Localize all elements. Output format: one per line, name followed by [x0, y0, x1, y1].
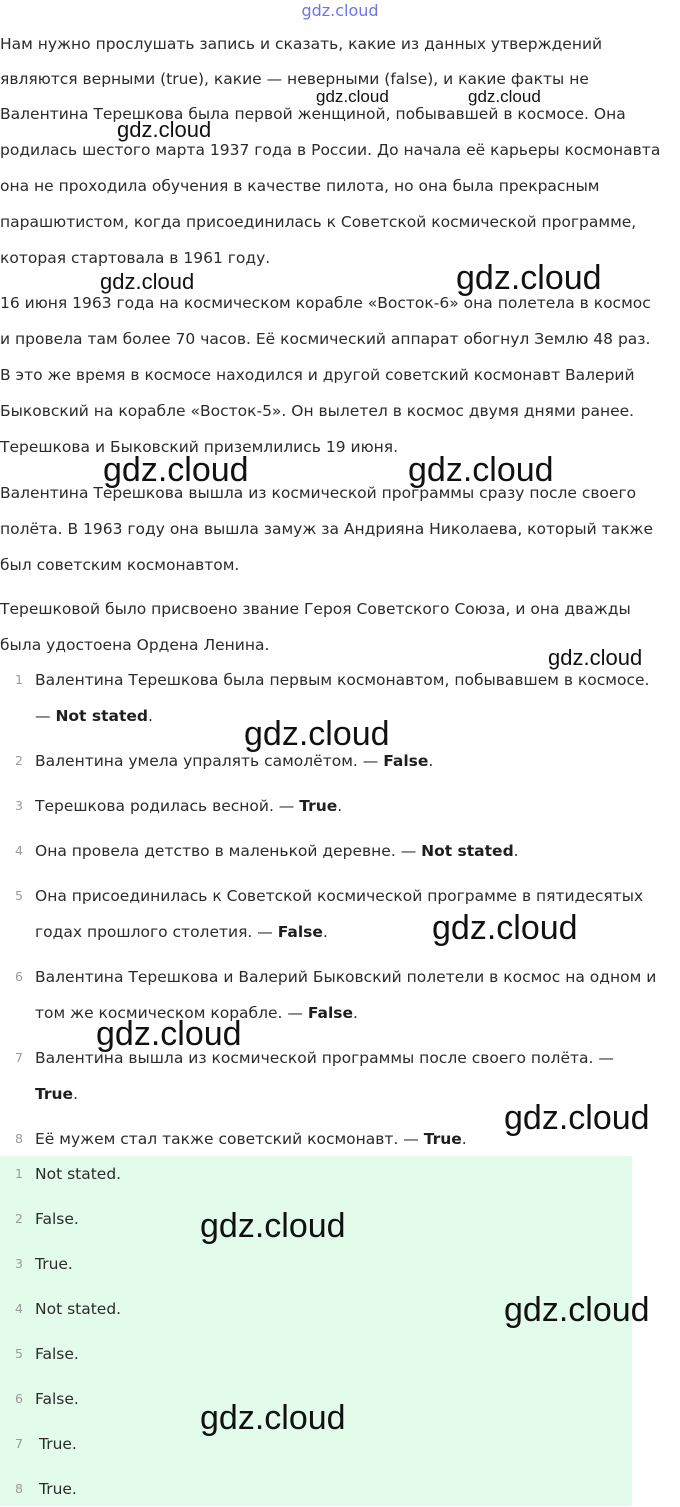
intro-line-1: Нам нужно прослушать запись и сказать, какие из данных утверждений [0, 35, 603, 53]
answer-text: True. [39, 1435, 77, 1453]
watermark: gdz.cloud [100, 269, 195, 294]
answer-number: 1 [15, 1166, 23, 1181]
p2-line-3: она не проходила обучения в качестве пилота, но она была прекрасным [0, 177, 600, 195]
question-number: 8 [15, 1131, 23, 1146]
question-number: 3 [15, 798, 23, 813]
question-tail: . [322, 923, 328, 941]
question-text: Терешкова родилась весной. — [35, 797, 300, 815]
answer-text: True. [35, 1255, 73, 1273]
question-number: 1 [15, 672, 23, 687]
p3-line-5: Терешкова и Быковский приземлились 19 июня. [0, 438, 398, 456]
question-text-cont: том же космическом корабле. — [35, 1004, 308, 1022]
p5-line-2: была удостоена Ордена Ленина. [0, 636, 270, 654]
question-tail: . [428, 752, 434, 770]
watermark: gdz.cloud [468, 87, 541, 106]
question-verdict: Not stated [55, 707, 148, 725]
watermark: gdz.cloud [504, 1291, 650, 1329]
question-verdict: False [277, 923, 323, 941]
p3-line-2: и провела там более 70 часов. Её космический аппарат обогнул Землю 48 раз. [0, 330, 651, 348]
answer-text: False. [35, 1390, 79, 1408]
answer-text: False. [35, 1210, 79, 1228]
question-text: Она провела детство в маленькой деревне. — [35, 842, 422, 860]
question-verdict: True [423, 1130, 462, 1148]
question-tail: . [461, 1130, 467, 1148]
question-tail: . [73, 1085, 78, 1103]
p4-line-3: был советским космонавтом. [0, 556, 240, 574]
question-number: 2 [15, 753, 23, 768]
question-number: 4 [15, 843, 23, 858]
question-text-cont: — [35, 707, 56, 725]
question-text: Валентина вышла из космической программы после своего полёта. — [35, 1049, 614, 1067]
question-text: Валентина Терешкова была первым космонавтом, побывавшем в космосе. [35, 671, 650, 689]
watermark: gdz.cloud [316, 87, 389, 106]
watermark: gdz.cloud [548, 645, 643, 670]
watermark: gdz.cloud [200, 1399, 346, 1437]
answer-number: 4 [15, 1301, 23, 1316]
p3-line-3: В это же время в космосе находился и другой советский космонавт Валерий [0, 366, 635, 384]
answer-number: 6 [15, 1391, 23, 1406]
question-number: 7 [15, 1050, 23, 1065]
answer-number: 5 [15, 1346, 23, 1361]
watermark: gdz.cloud [117, 117, 212, 142]
watermark: gdz.cloud [456, 259, 602, 297]
question-tail: . [513, 842, 519, 860]
watermark: gdz.cloud [200, 1207, 346, 1245]
question-verdict: True [35, 1085, 74, 1103]
question-verdict: True [299, 797, 338, 815]
question-text-cont: годах прошлого столетия. — [35, 923, 278, 941]
p4-line-1: Валентина Терешкова вышла из космической программы сразу после своего [0, 484, 637, 502]
p2-line-1: Валентина Терешкова была первой женщиной, побывавшей в космосе. Она [0, 105, 626, 123]
watermark: gdz.cloud [96, 1015, 242, 1053]
answer-number: 8 [15, 1481, 23, 1496]
question-text: Она присоединилась к Советской космической программе в пятидесятых [35, 887, 644, 905]
answer-number: 7 [15, 1436, 23, 1451]
answer-text: Not stated. [35, 1165, 122, 1183]
question-tail: . [147, 707, 153, 725]
p2-line-4: парашютистом, когда присоединилась к Советской космической программе, [0, 213, 637, 231]
watermark: gdz.cloud [103, 451, 249, 489]
answer-number: 3 [15, 1256, 23, 1271]
question-tail: . [353, 1004, 358, 1022]
question-text: Её мужем стал также советский космонавт. — [35, 1130, 424, 1148]
question-number: 5 [15, 888, 23, 903]
watermark: gdz.cloud [432, 909, 578, 947]
watermark: gdz.cloud [408, 451, 554, 489]
question-text: Валентина Терешкова и Валерий Быковский полетели в космос на одном и [35, 968, 657, 986]
p4-line-2: полёта. В 1963 году она вышла замуж за Андрияна Николаева, который также [0, 520, 653, 538]
watermark: gdz.cloud [504, 1099, 650, 1137]
question-tail: . [337, 797, 343, 815]
question-text: Валентина умела упралять самолётом. — [35, 752, 384, 770]
top-watermark: gdz.cloud [301, 1, 379, 20]
answer-text: Not stated. [35, 1300, 122, 1318]
question-verdict: False [383, 752, 429, 770]
question-verdict: Not stated [421, 842, 514, 860]
answer-number: 2 [15, 1211, 23, 1226]
p3-line-1: 16 июня 1963 года на космическом корабле «Восток-6» она полетела в космос [0, 294, 651, 312]
p2-line-5: которая стартовала в 1961 году. [0, 249, 271, 267]
answer-text: False. [35, 1345, 79, 1363]
p2-line-2: родилась шестого марта 1937 года в России. До начала её карьеры космонавта [0, 141, 661, 159]
p3-line-4: Быковский на корабле «Восток-5». Он вылетел в космос двумя днями ранее. [0, 402, 635, 420]
p5-line-1: Терешковой было присвоено звание Героя Советского Союза, и она дважды [0, 600, 631, 618]
watermark: gdz.cloud [244, 715, 390, 753]
answer-text: True. [39, 1480, 77, 1498]
intro-line-2: являются верными (true), какие — неверными (false), и какие факты не [0, 70, 589, 88]
question-verdict: False [307, 1004, 354, 1022]
question-number: 6 [15, 969, 23, 984]
